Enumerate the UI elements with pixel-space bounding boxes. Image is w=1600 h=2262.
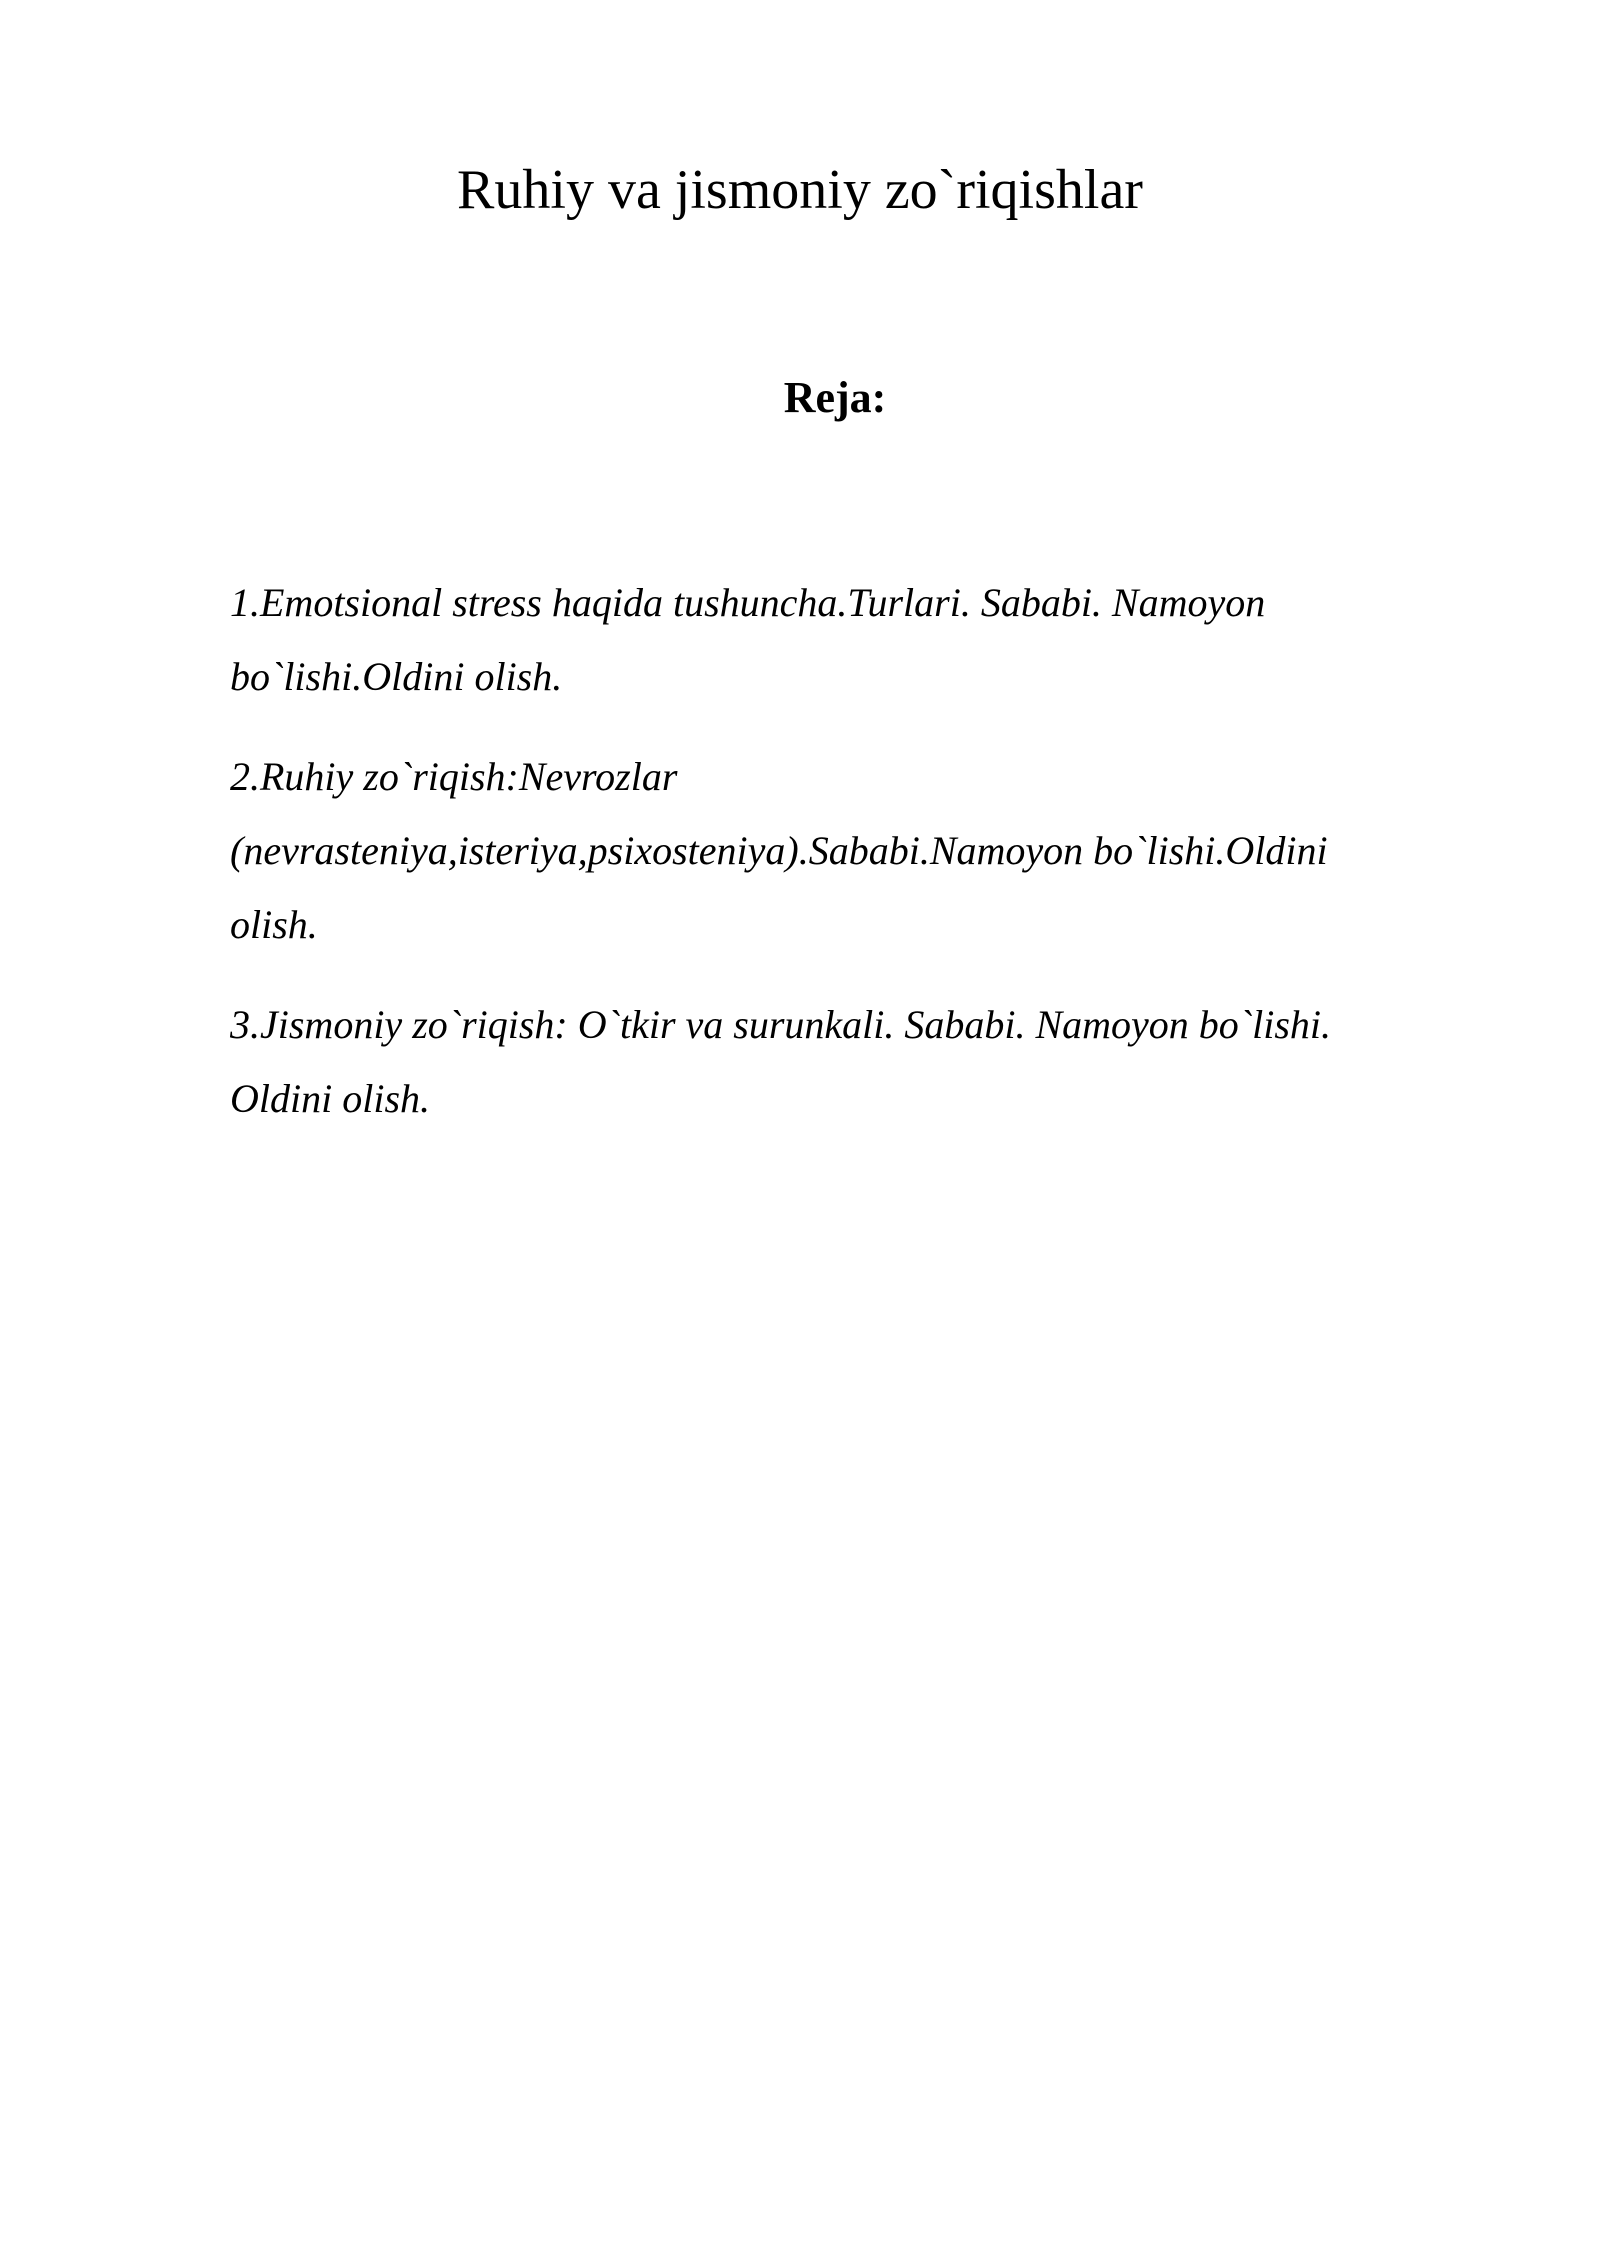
plan-item-line: Oldini olish. <box>230 1076 431 1121</box>
plan-item-1 <box>230 566 1430 714</box>
plan-list <box>230 566 1430 1162</box>
plan-item-3 <box>230 988 1430 1136</box>
plan-item-line: 1.Emotsional stress haqida tushuncha.Turlari. Sababi. Namoyon <box>230 580 1266 625</box>
plan-item-line: 3.Jismoniy zo`riqish: O`tkir va surunkali. Sababi. Namoyon bo`lishi. <box>230 1002 1332 1047</box>
plan-item-line: bo`lishi.Oldini olish. <box>230 654 563 699</box>
plan-item-line: 2.Ruhiy zo`riqish:Nevrozlar <box>230 754 678 799</box>
plan-heading: Reja: <box>783 373 887 422</box>
plan-item-2 <box>230 740 1430 962</box>
plan-item-line: olish. <box>230 902 318 947</box>
document-title: Ruhiy va jismoniy zo`riqishlar <box>457 159 1143 221</box>
plan-item-line: (nevrasteniya,isteriya,psixosteniya).Sababi.Namoyon bo`lishi.Oldini <box>230 828 1328 873</box>
